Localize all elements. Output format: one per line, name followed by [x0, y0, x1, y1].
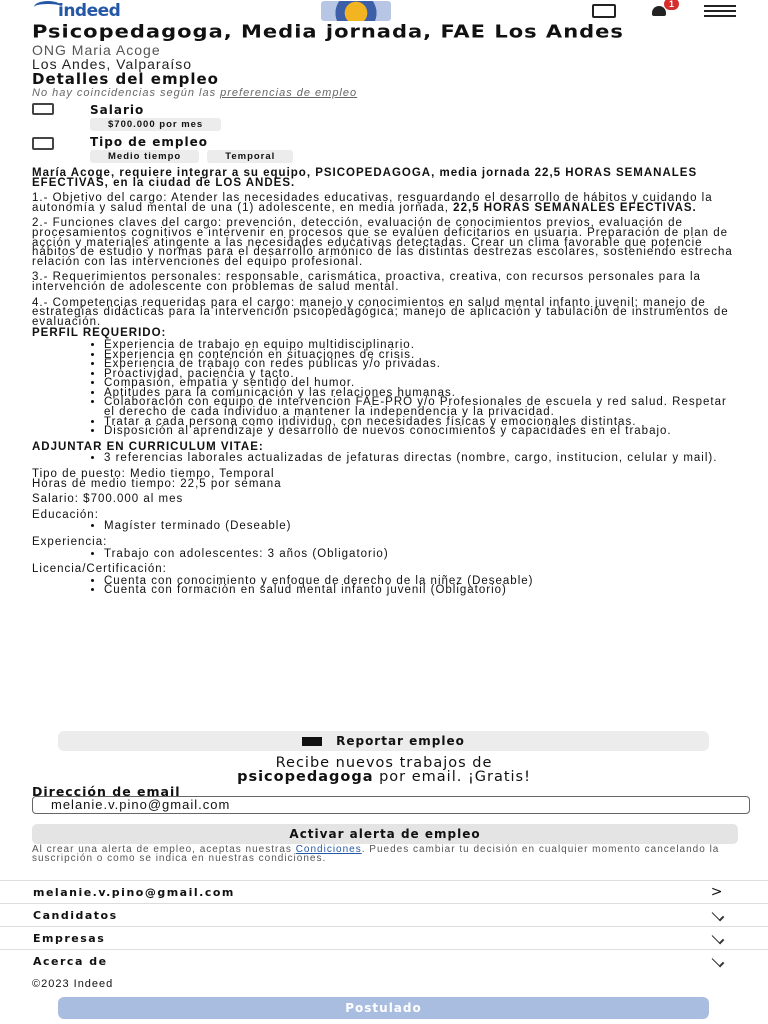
description-paragraph: 4.- Competencias requeridas para el cargo: manejo y conocimientos en salud mental infanto juvenil; manejo de estrategias didácticas para la intervención psicopedagógica; manejo de aplicación y tabulación de instrumentos de evaluación.: [32, 296, 729, 328]
top-bar: [0, 0, 768, 22]
terms-link[interactable]: Condiciones: [295, 844, 362, 855]
list-item: • Trabajo con adolescentes: 3 años (Obligatorio): [104, 550, 736, 560]
email-label: Dirección de email: [32, 784, 181, 799]
chevron-down-icon: [712, 909, 725, 922]
description-paragraph: 3.- Requerimientos personales: responsable, carismática, proactiva, creativa, con recursos personales para la intervención de adolescente con problemas de salud mental.: [32, 271, 701, 293]
terms-text: . Puedes cambiar tu decisión en cualquier momento cancelando la suscripción o como se indica en nuestras condiciones.: [32, 844, 720, 864]
job-title: Psicopedagoga, Media jornada, FAE Los Andes: [32, 21, 624, 42]
list-item: • Experiencia de trabajo en equipo multidisciplinario.: [104, 341, 736, 351]
company-name[interactable]: ONG Maria Acoge: [32, 42, 161, 58]
salary-line: Salario: $700.000 al mes: [32, 493, 184, 506]
list-item: • Tratar a cada persona como individuo, con necesidades físicas y emocionales distintas.: [104, 418, 736, 428]
job-type-row: [32, 135, 736, 163]
footer-item-account[interactable]: [0, 880, 768, 903]
salary-tag: $700.000 por mes: [90, 118, 221, 131]
alert-terms-text: [32, 845, 742, 863]
perfil-list: [32, 338, 736, 438]
hours-line: Horas de medio tiempo: 22,5 por semana: [32, 477, 282, 490]
logo-swoosh-icon: [34, 1, 62, 13]
salary-label: Salario: [90, 103, 145, 117]
terms-text: Al crear una alerta de empleo, aceptas nuestras: [32, 844, 296, 855]
job-content: [0, 21, 768, 597]
list-item: • Magíster terminado (Deseable): [104, 522, 736, 532]
list-item: • Cuenta con conocimiento y enfoque de derecho de la niñez (Deseable): [104, 577, 736, 587]
report-job-label: Reportar empleo: [336, 734, 465, 748]
salary-row: [32, 103, 736, 131]
alert-keyword: psicopedagoga: [237, 769, 374, 785]
email-input[interactable]: melanie.v.pino@gmail.com: [32, 796, 750, 814]
footer-item-label: melanie.v.pino@gmail.com: [33, 885, 235, 899]
chevron-down-icon: [712, 932, 725, 945]
footer-item-label: Candidatos: [33, 908, 118, 922]
list-item: • Aptitudes para la comunicación y las relaciones humanas.: [104, 389, 736, 399]
chevron-down-icon: [712, 955, 725, 968]
footer-item-label: Acerca de: [33, 954, 108, 968]
money-icon: [32, 103, 54, 115]
paragraph-text: 1.- Objetivo del cargo: Atender las necesidades educativas, resguardando el desarrollo de hábitos y cuidando la autonomía y salud mental de una (1) adolescente, en media jornada,: [32, 192, 713, 214]
license-label: Licencia/Certificación:: [32, 563, 167, 576]
notification-badge: 1: [664, 0, 679, 10]
license-list: [32, 574, 736, 597]
education-label: Educación:: [32, 508, 99, 521]
job-description: [32, 169, 736, 596]
no-match-note: [32, 87, 736, 99]
activate-alert-button[interactable]: Activar alerta de empleo: [32, 824, 738, 844]
alert-heading-line1: Recibe nuevos trabajos de: [275, 755, 493, 771]
job-alert-heading: [0, 756, 768, 784]
list-item: • Disposición al aprendizaje y desarrollo de nuevos conocimientos y capacidades en el trabajo.: [104, 427, 736, 437]
no-match-text: No hay coincidencias según las: [32, 87, 221, 99]
description-paragraph: [32, 194, 736, 213]
details-heading: Detalles del empleo: [32, 70, 219, 88]
copyright: ©2023 Indeed: [32, 978, 114, 990]
description-paragraph: 2.- Funciones claves del cargo: prevención, detección, evaluación de conocimientos previos, evaluación de procesamientos cognitivos e intervenir en procesos que se evalúen deficitarios en usuaria. Preparación de plan de acción y materiales atingente a las necesidades educativas detectadas. Crear un clima favorable que potencie hábitos de estudio y normas para el desarrollo armónico de las distintas destrezas escolares, sosteniendo estrecha relación con las intervenciones del equipo profesional.: [32, 217, 733, 268]
chevron-right-icon: >: [710, 884, 724, 900]
list-item: • Proactividad, paciencia y tacto.: [104, 370, 736, 380]
job-location: Los Andes, Valparaíso: [32, 56, 193, 72]
hamburger-menu-icon[interactable]: [704, 5, 736, 17]
cv-heading: ADJUNTAR EN CURRICULUM VITAE:: [32, 440, 264, 453]
footer-item-label: Empresas: [33, 931, 106, 945]
job-type-line: Tipo de puesto: Medio tiempo, Temporal: [32, 468, 275, 481]
job-type-label: Tipo de empleo: [90, 135, 208, 149]
job-type-tag: Medio tiempo: [90, 150, 199, 163]
experience-label: Experiencia:: [32, 536, 108, 548]
preferences-link[interactable]: preferencias de empleo: [220, 87, 358, 99]
footer-list: [0, 880, 768, 972]
notifications-button[interactable]: [650, 0, 674, 18]
bell-icon: [652, 6, 666, 16]
footer-item-employers[interactable]: [0, 926, 768, 949]
list-item: • Experiencia de trabajo con redes públicas y/o privadas.: [104, 360, 736, 370]
report-job-button[interactable]: [58, 731, 709, 751]
indeed-logo[interactable]: [34, 1, 120, 21]
list-item: • Compasión, empatía y sentido del humor.: [104, 379, 736, 389]
education-list: [32, 522, 736, 532]
logo-text: indeed: [58, 1, 121, 21]
experience-list: [32, 547, 736, 560]
list-item: • Colaboración con equipo de intervencion FAE-PRO y/o Profesionales de escuela y red salud. Respetar el derecho de cada individuo a mantener la independencia y la privacidad.: [104, 398, 736, 417]
footer-item-about[interactable]: [0, 949, 768, 972]
briefcase-icon: [32, 137, 54, 150]
applied-button[interactable]: Postulado: [58, 997, 709, 1019]
paragraph-bold-text: 22,5 HORAS SEMANALES EFECTIVAS.: [453, 201, 697, 214]
list-item: • 3 referencias laborales actualizadas de jefaturas directas (nombre, cargo, institucion, celular y mail).: [104, 454, 736, 464]
flag-icon: [302, 737, 322, 746]
top-icons: [592, 0, 736, 18]
description-intro: María Acoge, requiere integrar a su equipo, PSICOPEDAGOGA, media jornada 22,5 HORAS SEMANALES EFECTIVAS, en la ciudad de LOS ANDES.: [32, 167, 698, 189]
footer-item-candidates[interactable]: [0, 903, 768, 926]
list-item: • Experiencia en contención en situaciones de crisis.: [104, 351, 736, 361]
cv-list: [32, 454, 736, 464]
alert-heading-line2: por email. ¡Gratis!: [373, 769, 531, 785]
profile-banner-image: [321, 1, 391, 21]
perfil-heading: PERFIL REQUERIDO:: [32, 327, 167, 340]
messages-icon[interactable]: [592, 4, 616, 18]
job-type-tag: Temporal: [207, 150, 293, 163]
list-item: • Cuenta con formación en salud mental infanto juvenil (Obligatorio): [104, 586, 736, 596]
